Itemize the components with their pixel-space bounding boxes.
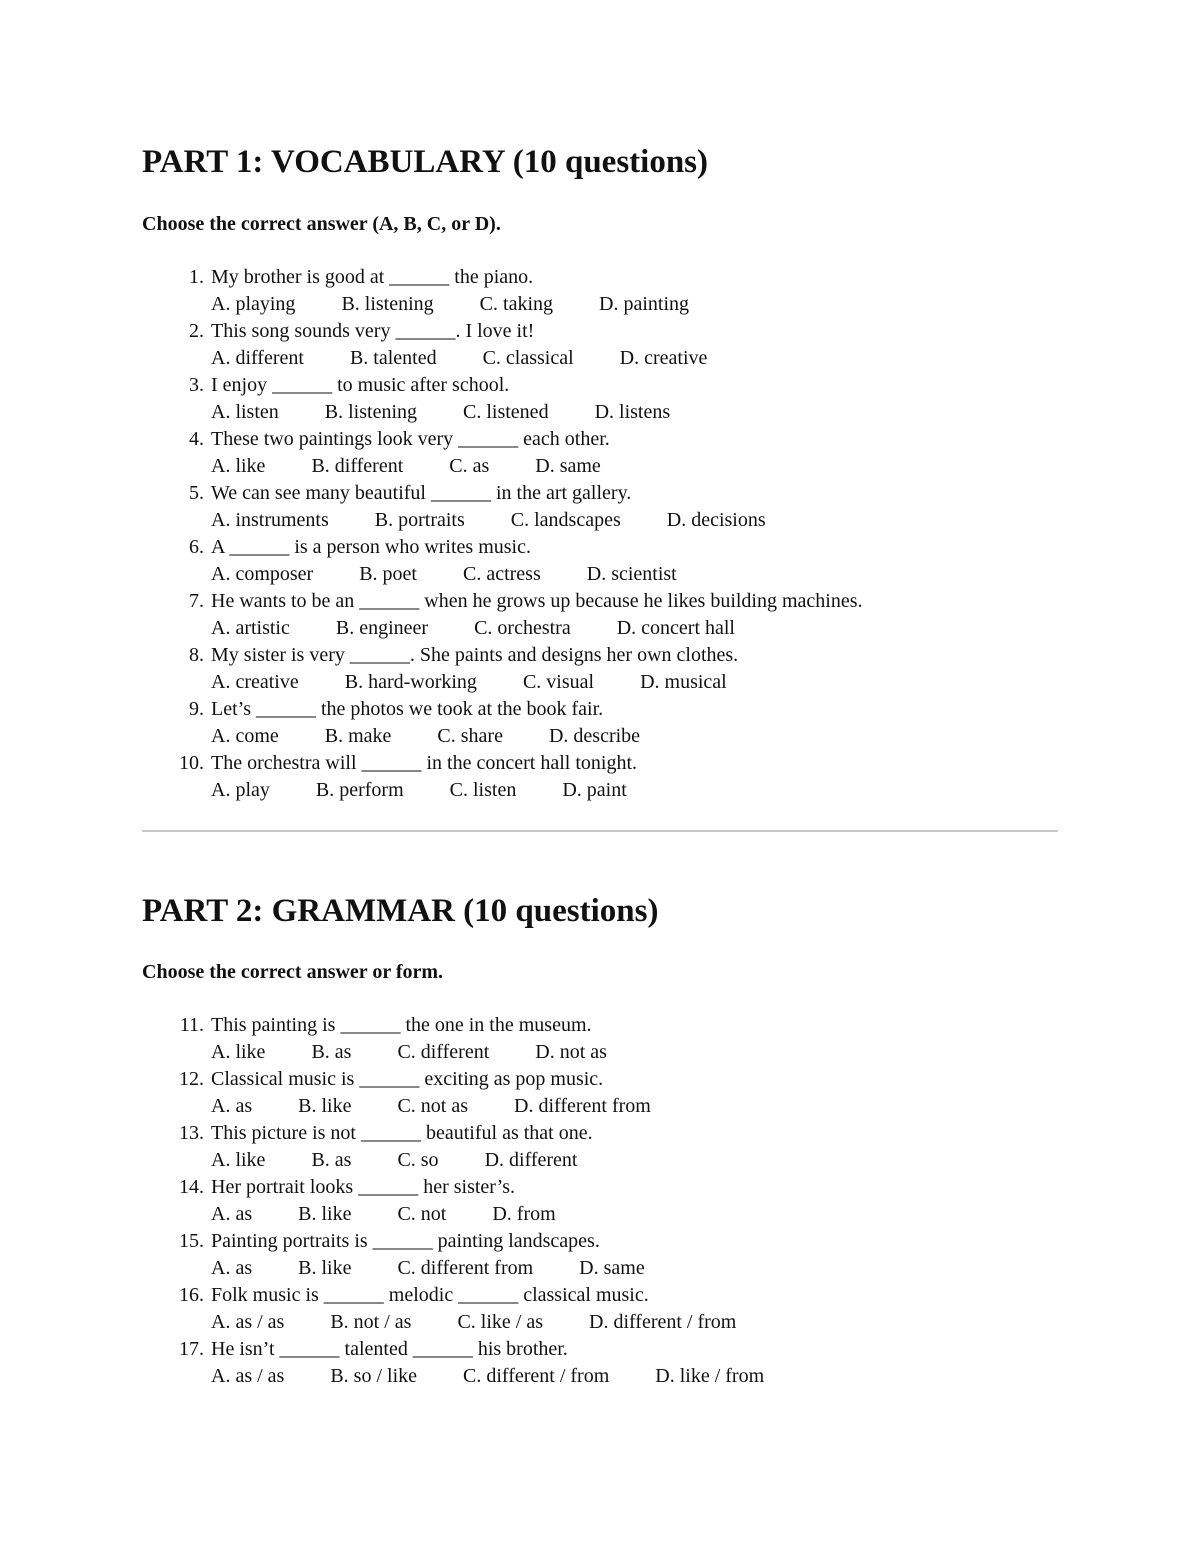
question-text: Folk music is ______ melodic ______ classical music. (211, 1284, 649, 1306)
question-number: 4. (189, 428, 204, 450)
answer-options (211, 561, 677, 588)
answer-options (211, 1147, 578, 1174)
answer-options (211, 507, 766, 534)
answer-option: C. classical (482, 347, 574, 369)
answer-options (211, 345, 707, 372)
question-text: Her portrait looks ______ her sister’s. (211, 1176, 516, 1198)
answer-option: D. same (535, 455, 601, 477)
question-item (0, 642, 1200, 696)
question-number: 11. (179, 1014, 204, 1036)
question-text: We can see many beautiful ______ in the art gallery. (211, 482, 632, 504)
answer-option: B. like (298, 1257, 352, 1279)
answer-option: D. describe (548, 725, 641, 747)
question-number: 9. (189, 698, 204, 720)
answer-option: A. creative (211, 671, 299, 693)
answer-option: D. creative (619, 347, 708, 369)
answer-option: C. different from (397, 1257, 534, 1279)
question-text: My brother is good at ______ the piano. (211, 266, 534, 288)
answer-option: C. actress (462, 563, 541, 585)
answer-option: A. as / as (211, 1311, 285, 1333)
answer-option: D. different from (514, 1095, 651, 1117)
answer-option: D. from (492, 1203, 556, 1225)
answer-option: C. listen (449, 779, 517, 801)
question-number: 7. (189, 590, 204, 612)
part2-title: PART 2: GRAMMAR (10 questions) (142, 893, 659, 929)
answer-option: B. make (324, 725, 392, 747)
answer-option: B. as (311, 1041, 352, 1063)
question-text: This picture is not ______ beautiful as that one. (211, 1122, 593, 1144)
answer-option: C. taking (479, 293, 554, 315)
answer-option: A. as (211, 1257, 253, 1279)
answer-options (211, 453, 601, 480)
answer-option: A. composer (211, 563, 314, 585)
part1-question-list (0, 264, 1200, 804)
answer-option: C. different (397, 1041, 490, 1063)
answer-option: A. as (211, 1095, 253, 1117)
answer-options (211, 1039, 607, 1066)
answer-option: B. listening (324, 401, 418, 423)
answer-option: A. different (211, 347, 304, 369)
answer-option: D. concert hall (616, 617, 735, 639)
question-text: These two paintings look very ______ each other. (211, 428, 610, 450)
answer-option: B. like (298, 1203, 352, 1225)
question-number: 6. (189, 536, 204, 558)
answer-option: C. orchestra (474, 617, 571, 639)
question-item (0, 696, 1200, 750)
answer-option: A. as (211, 1203, 253, 1225)
question-item (0, 588, 1200, 642)
answer-option: B. hard-working (344, 671, 477, 693)
answer-option: D. painting (599, 293, 690, 315)
answer-option: D. different (484, 1149, 578, 1171)
answer-option: C. visual (522, 671, 595, 693)
question-text: He isn’t ______ talented ______ his brother. (211, 1338, 568, 1360)
question-number: 8. (189, 644, 204, 666)
answer-option: D. decisions (666, 509, 766, 531)
answer-options (211, 1363, 764, 1390)
question-item (0, 426, 1200, 480)
question-number: 16. (179, 1284, 204, 1306)
answer-option: D. different / from (589, 1311, 737, 1333)
answer-option: B. engineer (335, 617, 429, 639)
answer-option: B. listening (341, 293, 434, 315)
answer-option: B. so / like (330, 1365, 417, 1387)
question-text: The orchestra will ______ in the concert hall tonight. (211, 752, 637, 774)
part1-title: PART 1: VOCABULARY (10 questions) (142, 144, 709, 180)
question-number: 14. (179, 1176, 204, 1198)
answer-option: D. like / from (655, 1365, 765, 1387)
question-number: 13. (179, 1122, 204, 1144)
answer-option: C. landscapes (510, 509, 621, 531)
answer-option: B. different (311, 455, 404, 477)
question-item (0, 318, 1200, 372)
answer-option: B. talented (349, 347, 437, 369)
question-number: 15. (179, 1230, 204, 1252)
answer-options (211, 777, 627, 804)
question-text: I enjoy ______ to music after school. (211, 374, 510, 396)
question-item (0, 480, 1200, 534)
question-number: 12. (179, 1068, 204, 1090)
question-number: 17. (179, 1338, 204, 1360)
answer-option: A. play (211, 779, 270, 801)
question-text: This song sounds very ______. I love it! (211, 320, 535, 342)
answer-option: B. not / as (330, 1311, 412, 1333)
answer-option: A. artistic (211, 617, 290, 639)
answer-option: C. listened (463, 401, 549, 423)
answer-option: B. as (311, 1149, 352, 1171)
question-item (0, 372, 1200, 426)
answer-option: A. like (211, 1149, 266, 1171)
answer-option: C. different / from (463, 1365, 610, 1387)
answer-option: D. musical (640, 671, 727, 693)
answer-option: A. like (211, 1041, 266, 1063)
question-text: A ______ is a person who writes music. (211, 536, 531, 558)
answer-options (211, 399, 670, 426)
question-number: 2. (189, 320, 204, 342)
part2-instruction: Choose the correct answer or form. (142, 961, 444, 983)
section-divider (142, 830, 1058, 832)
question-text: Classical music is ______ exciting as pop music. (211, 1068, 604, 1090)
question-item (0, 1120, 1200, 1174)
answer-option: A. instruments (211, 509, 329, 531)
answer-option: D. same (579, 1257, 645, 1279)
question-text: My sister is very ______. She paints and designs her own clothes. (211, 644, 739, 666)
question-text: Painting portraits is ______ painting landscapes. (211, 1230, 600, 1252)
answer-options (211, 291, 689, 318)
question-number: 3. (189, 374, 204, 396)
answer-options (211, 1255, 645, 1282)
answer-options (211, 1309, 736, 1336)
answer-option: A. come (211, 725, 279, 747)
answer-option: C. so (397, 1149, 439, 1171)
answer-options (211, 723, 640, 750)
answer-options (211, 1093, 651, 1120)
answer-option: A. as / as (211, 1365, 285, 1387)
answer-option: A. listen (211, 401, 279, 423)
answer-option: B. perform (315, 779, 404, 801)
answer-option: C. not as (397, 1095, 469, 1117)
answer-option: C. not (397, 1203, 447, 1225)
question-item (0, 1336, 1200, 1390)
question-item (0, 1066, 1200, 1120)
answer-option: C. like / as (457, 1311, 543, 1333)
answer-option: D. listens (594, 401, 671, 423)
question-number: 5. (189, 482, 204, 504)
question-item (0, 750, 1200, 804)
answer-option: C. as (449, 455, 490, 477)
answer-option: D. paint (562, 779, 627, 801)
answer-options (211, 669, 727, 696)
part2-question-list (0, 1012, 1200, 1390)
question-item (0, 1228, 1200, 1282)
answer-option: C. share (437, 725, 503, 747)
answer-option: A. playing (211, 293, 296, 315)
question-item (0, 1174, 1200, 1228)
answer-option: B. poet (359, 563, 417, 585)
answer-options (211, 1201, 556, 1228)
question-number: 10. (179, 752, 204, 774)
answer-option: B. portraits (374, 509, 465, 531)
question-item (0, 1282, 1200, 1336)
part1-instruction: Choose the correct answer (A, B, C, or D). (142, 213, 501, 235)
answer-option: D. scientist (586, 563, 677, 585)
question-item (0, 534, 1200, 588)
answer-options (211, 615, 735, 642)
answer-option: B. like (298, 1095, 352, 1117)
question-text: He wants to be an ______ when he grows up because he likes building machines. (211, 590, 863, 612)
question-item (0, 264, 1200, 318)
question-item (0, 1012, 1200, 1066)
question-text: Let’s ______ the photos we took at the book fair. (211, 698, 604, 720)
answer-option: A. like (211, 455, 266, 477)
question-number: 1. (189, 266, 204, 288)
answer-option: D. not as (535, 1041, 607, 1063)
question-text: This painting is ______ the one in the museum. (211, 1014, 592, 1036)
